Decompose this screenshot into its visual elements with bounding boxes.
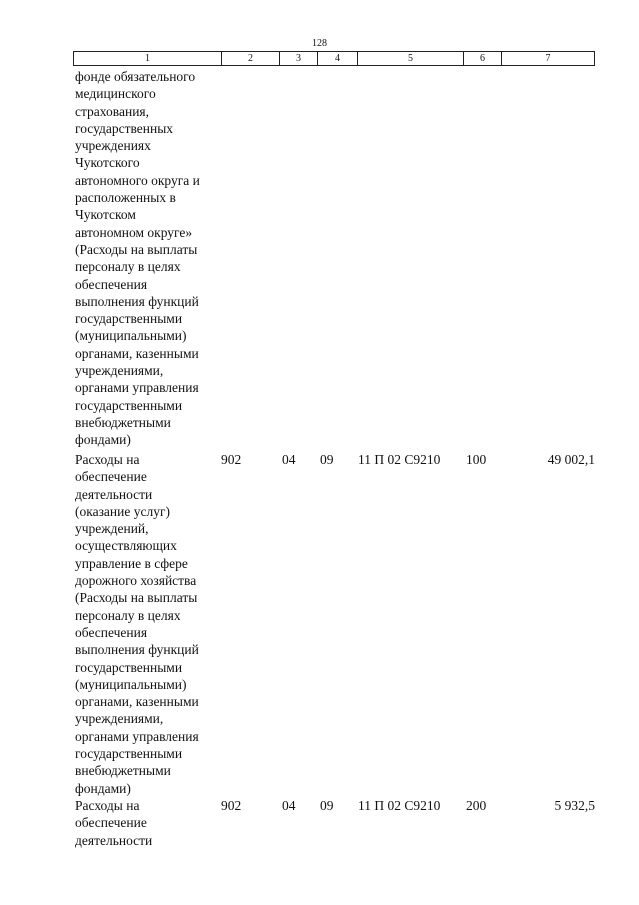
row-2-name: Расходы на обеспечение деятельности [75, 798, 153, 848]
row-2-subsection: 09 [320, 798, 334, 813]
row-1-section: 04 [282, 452, 296, 467]
row-1-expense-type: 100 [466, 452, 487, 467]
table-header [73, 51, 595, 66]
row-2-ministry: 902 [221, 798, 242, 813]
row-2-expense-type: 200 [466, 798, 487, 813]
header-col-4: 4 [318, 52, 358, 65]
header-col-3: 3 [280, 52, 318, 65]
header-col-6: 6 [464, 52, 502, 65]
row-2-amount: 5 932,5 [554, 798, 595, 813]
header-col-7: 7 [545, 53, 551, 64]
page-number: 128 [312, 38, 327, 49]
row-1-ministry: 902 [221, 452, 242, 467]
row-1-subsection: 09 [320, 452, 334, 467]
row-2-section: 04 [282, 798, 296, 813]
row-2-target-article: 11 П 02 С9210 [358, 798, 441, 813]
row-1-amount: 49 002,1 [547, 452, 595, 467]
header-col-1: 1 [74, 52, 222, 65]
header-col-5: 5 [358, 52, 464, 65]
continuation-text: фонде обязательного медицинского страхования, государственных учреждениях Чукотского автономного округа и расположенных в Чукотском автономном округе» (Расходы на выплаты персоналу в целях обеспечения выполнения функций государственными (муниципальными) органами, казенными учреждениями, органами управления государственными внебюджетными фондами) [75, 69, 200, 448]
row-1-name: Расходы на обеспечение деятельности (оказание услуг) учреждений, осуществляющих управление в сфере дорожного хозяйства (Расходы на выплаты персоналу в целях обеспечения выполнения функций государственными (муниципальными) органами, казенными учреждениями, органами управления государственными внебюджетными фондами) [75, 452, 199, 796]
header-col-2: 2 [222, 52, 280, 65]
row-1-target-article: 11 П 02 С9210 [358, 452, 441, 467]
